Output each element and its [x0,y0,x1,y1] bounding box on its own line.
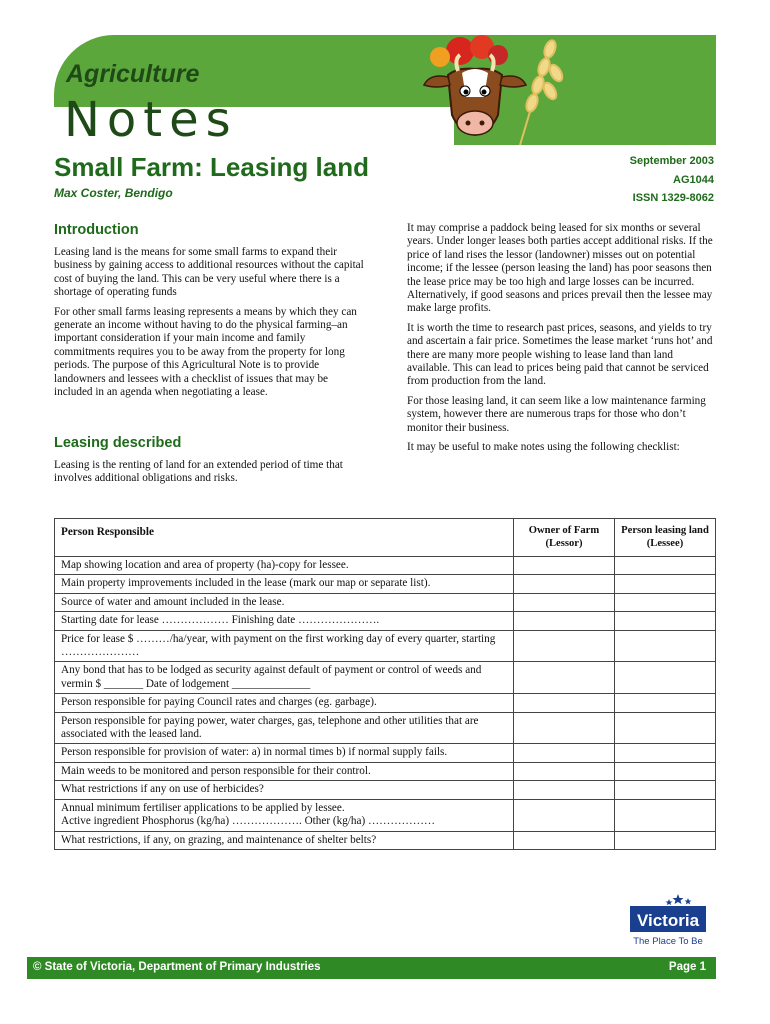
document-code: AG1044 [673,174,714,186]
lessee-cell[interactable] [615,762,716,780]
lessee-cell[interactable] [615,831,716,849]
body-paragraph: It may be useful to make notes using the following checklist: [407,441,680,454]
series-name: Agriculture [66,60,200,88]
cow-and-produce-illustration [400,35,570,147]
table-row [55,593,716,611]
issn-number: ISSN 1329-8062 [632,192,714,204]
lessee-cell[interactable] [615,662,716,694]
checklist-item: Annual minimum fertiliser applications to be applied by lessee. Active ingredient Phosphorus (kg/ha) ………………. Other (kg/ha) ……………… [55,799,514,831]
lessor-cell[interactable] [514,557,615,575]
lessee-cell[interactable] [615,744,716,762]
lessor-cell[interactable] [514,694,615,712]
lessor-cell[interactable] [514,762,615,780]
header-lessor: Owner of Farm (Lessor) [514,519,615,557]
lessee-cell[interactable] [615,712,716,744]
table-row [55,694,716,712]
page-title: Small Farm: Leasing land [54,152,369,182]
lessor-cell[interactable] [514,612,615,630]
lessee-cell[interactable] [615,781,716,799]
lessor-cell[interactable] [514,712,615,744]
table-row [55,781,716,799]
checklist-item: Starting date for lease ……………… Finishing date …………………. [55,612,514,630]
checklist-item: Person responsible for paying power, water charges, gas, telephone and other utilities that are associated with the leased land. [55,712,514,744]
author-line: Max Coster, Bendigo [54,186,173,200]
lessor-cell[interactable] [514,662,615,694]
introduction-section [54,222,364,405]
section-heading-leasing: Leasing described [54,435,182,451]
checklist-item: Person responsible for paying Council rates and charges (eg. garbage). [55,694,514,712]
checklist-item: What restrictions if any on use of herbicides? [55,781,514,799]
lessee-cell[interactable] [615,612,716,630]
checklist-item: Source of water and amount included in the lease. [55,593,514,611]
lessee-cell[interactable] [615,575,716,593]
header-person-responsible: Person Responsible [55,519,514,557]
table-row [55,630,716,662]
lessee-cell[interactable] [615,593,716,611]
copyright-text: © State of Victoria, Department of Primary Industries [33,961,321,973]
table-row [55,712,716,744]
table-row [55,744,716,762]
lessee-cell[interactable] [615,630,716,662]
lessor-cell[interactable] [514,831,615,849]
lease-checklist-table [54,518,716,850]
lessee-cell[interactable] [615,799,716,831]
table-row [55,575,716,593]
intro-paragraph: For other small farms leasing represents a means by which they can generate an income without having to do the physical farming–an important consideration if your main income and family commitments requires you to be away from the property for long periods. The purpose of this Agricultural Note is to provide landowners and lessees with a checklist of issues that may be included in an agenda when negotiating a lease. [54,305,357,399]
lessor-cell[interactable] [514,630,615,662]
logo-wordmark: Victoria [636,911,700,930]
lessor-cell[interactable] [514,744,615,762]
table-row [55,612,716,630]
lessee-cell[interactable] [615,557,716,575]
checklist-item: Any bond that has to be lodged as security against default of payment or control of weeds and vermin $ _______ Date of lodgement ______________ [55,662,514,694]
checklist-item: Map showing location and area of property (ha)-copy for lessee. [55,557,514,575]
victoria-logo [628,892,708,950]
publication-date: September 2003 [629,155,714,167]
body-paragraph: For those leasing land, it can seem like a low maintenance farming system, however there are numerous traps for those who don’t monitor their business. [407,394,706,434]
right-column-text [407,222,717,461]
table-header-row [55,519,716,557]
leasing-paragraph: Leasing is the renting of land for an extended period of time that involves additional obligations and risks. [54,459,343,485]
section-heading-introduction: Introduction [54,222,139,238]
table-row [55,557,716,575]
table-row [55,762,716,780]
table-row [55,799,716,831]
intro-paragraph: Leasing land is the means for some small farms to expand their business by gaining access to additional resources without the capital cost of buying the land. This can be very useful where there is a shortage of operating funds [54,246,364,299]
checklist-item: Main property improvements included in the lease (mark our map or separate list). [55,575,514,593]
table-row [55,831,716,849]
lessor-cell[interactable] [514,575,615,593]
page-number: Page 1 [668,961,706,973]
leasing-described-section [54,435,364,492]
checklist-item: Price for lease $ ………/ha/year, with payment on the first working day of every quarter, starting ………………… [55,630,514,662]
lessor-cell[interactable] [514,593,615,611]
table-row [55,662,716,694]
lessee-cell[interactable] [615,694,716,712]
body-paragraph: It is worth the time to research past prices, seasons, and yields to try and ascertain a fair price. Sometimes the lease market ‘runs hot’ and there are many more people wishing to lease land than land available. This can lead to prices being paid that cannot be serviced from production from the land. [407,321,713,388]
series-notes-wordmark: Notes [64,92,238,148]
logo-tagline: The Place To Be [633,936,703,947]
body-paragraph: It may comprise a paddock being leased for six months or several years. Under longer leases both parties accept additional risks. If the price of land rises the lessor (landowner) misses out on potential income; if the lessee (person leasing the land) has poor seasons then the lease price may be too high and large losses can be incurred. Alternatively, if good seasons and prices prevail then the lessee may make large profits. [407,222,713,315]
lessor-cell[interactable] [514,799,615,831]
header-lessee: Person leasing land (Lessee) [615,519,716,557]
checklist-item: Main weeds to be monitored and person responsible for their control. [55,762,514,780]
lessor-cell[interactable] [514,781,615,799]
checklist-item: Person responsible for provision of water: a) in normal times b) if normal supply fails. [55,744,514,762]
page-footer [27,957,716,979]
checklist-item: What restrictions, if any, on grazing, and maintenance of shelter belts? [55,831,514,849]
